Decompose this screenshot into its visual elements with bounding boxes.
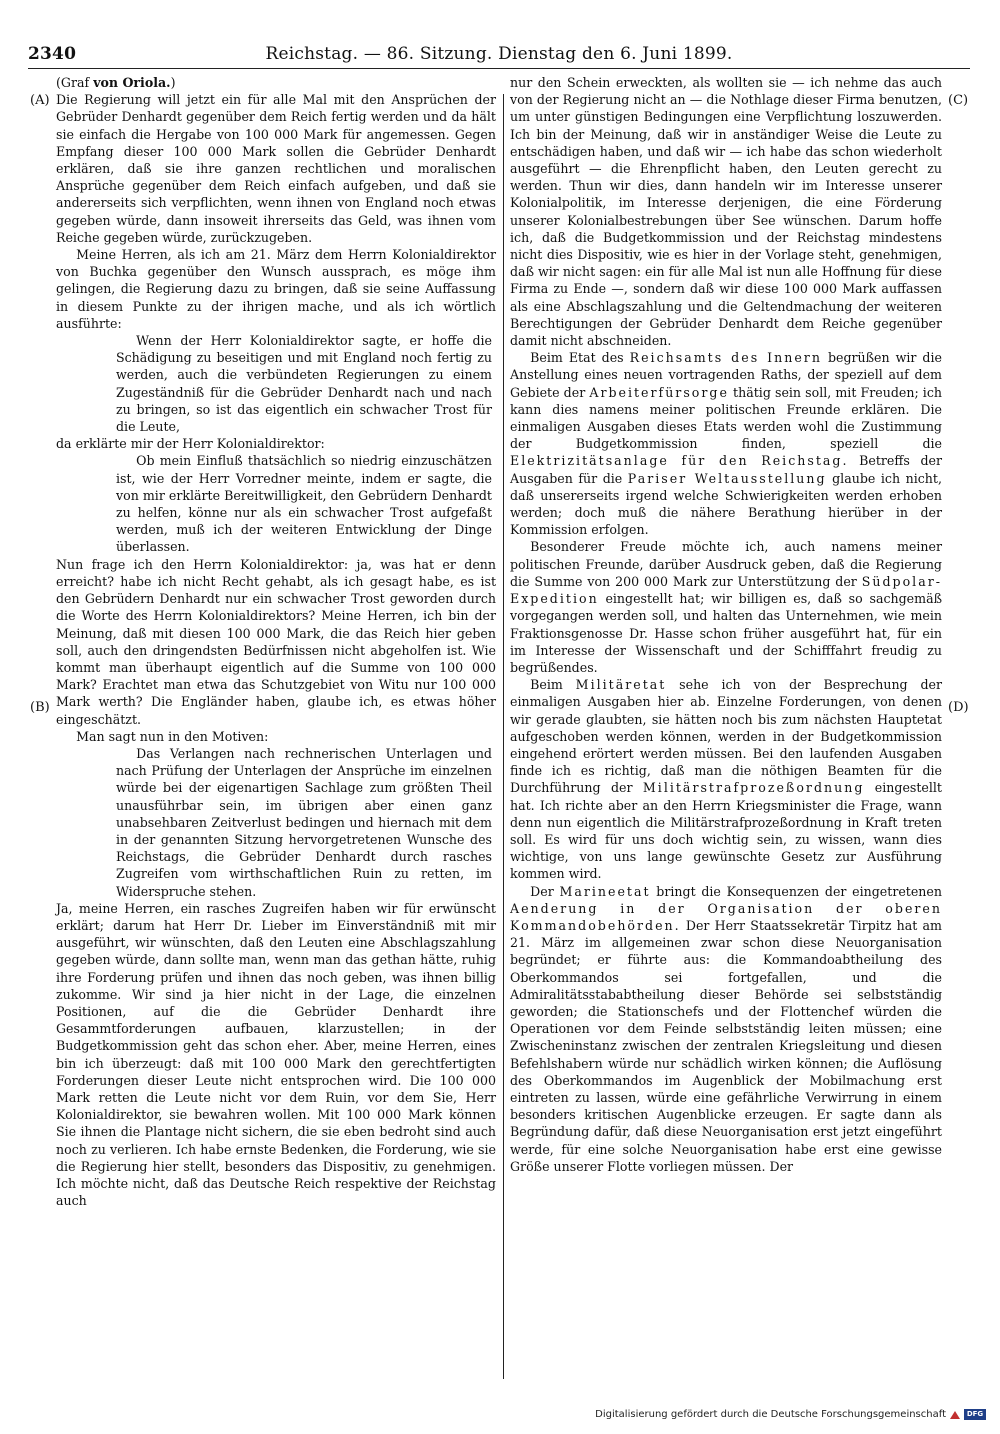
text-run: Beim: [530, 677, 563, 693]
text-run: Betreffs der Ausgaben für die: [510, 453, 942, 486]
speaker-prefix: (Graf: [56, 75, 90, 90]
left-column: [56, 74, 496, 1209]
paragraph: Die Regierung will jetzt ein für alle Mal mit den Ansprüchen der Gebrüder Denhardt gegenüber dem Reich fertig werden und da hält sie einfach die Hergabe von 100 000 Mark für angemessen. Gegen Empfang dieser 100 000 Mark sollen die Gebrüder Denhardt erklären, daß sie ihre ganzen rechtlichen und moralischen Ansprüche gegenüber dem Reich einfach aufgeben, und daß sie andererseits sich verpflichten, wenn ihnen von England noch etwas gegeben würde, dann insoweit ihrerseits das Geld, was ihnen vom Reiche gegeben würde, zurückzugeben.: [56, 92, 496, 245]
spaced-term: Reichsamts des Innern: [629, 350, 822, 366]
quotation: Wenn der Herr Kolonialdirektor sagte, er hoffe die Schädigung zu beseitigen und mit England noch fertig zu werden, auch die verbündeten Regierungen zu einem Zugeständniß für die Gebrüder Denhardt nach und nach zu bringen, so ist das eigentlich ein schwacher Trost für die Leute,: [116, 333, 492, 435]
paragraph: da erklärte mir der Herr Kolonialdirektor:: [56, 436, 325, 452]
text-run: glaube ich nicht, daß unsererseits irgend welche Schwierigkeiten werden erhoben werden; doch muß die nähere Berathung hierüber in der Kommission erfolgen.: [510, 470, 942, 538]
margin-marker-c: (C): [948, 93, 969, 108]
text-run: eingestellt hat. Ich richte aber an den Herrn Kriegsminister die Frage, wann denn nun eigentlich die Militärstrafprozeßordnung in Kraft treten soll. Es wird für uns doch wichtig sein, zu wissen, wann dies wichtige, von uns lange gewünschte Gesetz zur Ausführung kommen wird.: [510, 780, 942, 882]
text-run: begrüßen wir die Anstellung eines neuen vortragenden Raths, der speziell auf dem Gebiete der: [510, 350, 942, 400]
paragraph: [510, 349, 942, 538]
spaced-term: Marineetat: [559, 883, 651, 899]
spaced-term: Militärstrafprozeßordnung: [642, 780, 865, 796]
spaced-term: Elektrizitätsanlage für den Reichstag.: [510, 453, 849, 469]
text-run: Beim Etat des: [530, 350, 624, 366]
spaced-term: Militäretat: [575, 677, 667, 693]
paragraph: [510, 676, 942, 882]
spaced-term: Arbeiterfürsorge: [589, 384, 729, 400]
speaker-name: von Oriola.: [93, 75, 171, 90]
paragraph: [510, 538, 942, 676]
page-header: [28, 40, 970, 68]
margin-marker-a: (A): [30, 93, 50, 108]
text-run: eingestellt hat; wir billigen es, daß so sachgemäß vorgegangen werden soll, und halten das Unternehmen, wie mein Fraktionsgenosse Dr. Hasse schon früher ausgeführt hat, für ein im Interesse der Wissenschaft und der Schifffahrt freudig zu begrüßendes.: [510, 591, 942, 675]
margin-marker-b: (B): [30, 700, 50, 715]
paragraph: Nun frage ich den Herrn Kolonialdirektor: ja, was hat er denn erreicht? habe ich nicht Recht gehabt, als ich gesagt habe, es ist den Gebrüdern Denhardt nur ein schwacher Trost geworden durch die Worte des Herrn Kolonialdirektors? Meine Herren, ich bin der Meinung, daß mit diesen 100 000 Mark, die das Reich hier geben soll, auch den dringendsten Bedürfnissen nicht abgeholfen ist. Wie kommt man überhaupt eigentlich auf die Summe von 100 000 Mark? Erachtet man etwa das Schutzgebiet von Witu nur 100 000 Mark werth? Die Engländer haben, glaube ich, es etwas höher eingeschätzt.: [56, 556, 496, 727]
paragraph: Man sagt nun in den Motiven:: [76, 728, 269, 744]
running-title: Reichstag. — 86. Sitzung. Dienstag den 6. Juni 1899.: [265, 44, 733, 64]
column-divider: [503, 94, 504, 1379]
paragraph: nur den Schein erweckten, als wollten sie — ich nehme das auch von der Regierung nicht an — die Nothlage dieser Firma benutzen, um unter günstigen Bedingungen eine Verpflichtung loszuwerden. Ich bin der Meinung, daß wir in anständiger Weise die Leute zu entschädigen haben, und daß wir — ich habe das schon wiederholt ausgeführt — die Ehrenpflicht haben, den Leuten gerecht zu werden. Thun wir dies, dann handeln wir im Interesse unserer Kolonialpolitik, im Interesse derjenigen, die eine Förderung unserer Kolonialbestrebungen über See wünschen. Darum hoffe ich, daß die Budgetkommission und der Reichstag mindestens nicht dies Dispositiv, wie es hier in der Vorlage steht, genehmigen, daß wir nicht sagen: ein für alle Mal ist nun alle Hoffnung für diese Firma zu Ende —, sondern daß wir diese 100 000 Mark auffassen als eine Abschlagszahlung und die Geltendmachung der weiteren Berechtigungen der Gebrüder Denhardt dem Reiche gegenüber damit nicht abschneiden.: [510, 75, 942, 349]
paragraph: Ja, meine Herren, ein rasches Zugreifen haben wir für erwünscht erklärt; darum hat Herr Dr. Lieber im Einverständniß mit mir ausgeführt, wir wünschten, daß den Leuten eine Abschlagszahlung gegeben würde, dann sollte man, wenn man das gethan hätte, ruhig ihre Forderung prüfen und ihnen das noch geben, was ihnen billig zukomme. Wir sind ja hier nicht in der Lage, die einzelnen Positionen, auf die die Gebrüder Denhardt ihre Gesammtforderungen aufbauen, klarzustellen; in der Budgetkommission geht das schon eher. Aber, meine Herren, eines bin ich überzeugt: daß mit 100 000 Mark den gerechtfertigten Forderungen dieser Leute nicht entsprochen wird. Die 100 000 Mark retten die Leute nicht vor dem Ruin, vor dem Sie, Herr Kolonialdirektor, sie bewahren wollen. Mit 100 000 Mark können Sie ihnen die Plantage nicht sichern, die sie eben bedroht sind auch noch zu verlieren. Ich habe ernste Bedenken, die Forderung, wie sie die Regierung hier stellt, besonders das Dispositiv, zu genehmigen. Ich möchte nicht, daß das Deutsche Reich respektive der Reichstag auch: [56, 900, 496, 1209]
spaced-term: Aenderung in der Organisation der oberen Kommandobehörden.: [510, 900, 942, 933]
quotation: Ob mein Einfluß thatsächlich so niedrig einzuschätzen ist, wie der Herr Vorredner meinte, indem er sagte, die von mir erklärte Bereitwilligkeit, den Gebrüdern Denhardt zu helfen, könne nur als ein schwacher Trost aufgefaßt werden, muß ich der weiteren Entwicklung der Dinge überlassen.: [116, 453, 492, 555]
text-run: bringt die Konsequenzen der eingetretenen: [656, 883, 942, 899]
text-run: thätig sein soll, mit Freuden; ich kann dies namens meiner politischen Freunde erklären. Die einmaligen Ausgaben dieses Etats werden wohl die Zustimmung der Budgetkommission finden, speziell die: [510, 384, 943, 452]
speaker-line: [56, 74, 496, 91]
right-column: [510, 74, 942, 1175]
digitization-footer: [595, 1409, 986, 1420]
text-run: Der Herr Staatssekretär Tirpitz hat am 21. März im allgemeinen zwar schon diese Neuorganisation begründet; er führte aus: die Kommandoabtheilung des Oberkommandos sei fortgefallen, und die Admiralitätsstababtheilung dieser Behörde sei selbstständig geworden; die Stationschefs und der Flottenchef würden die Operationen vor dem Feinde selbstständig leiten müssen; eine Zwischeninstanz zwischen der zentralen Kriegsleitung und diesen Befehlshabern würde nur schädlich wirken können; die Auflösung des Oberkommandos im Augenblick der Mobilmachung erst eintreten zu lassen, würde eine gefährliche Verwirrung in einem besonders kritischen Augenblicke erzeugen. Er sagte dann als Begründung dafür, daß diese Neuorganisation erst jetzt eingeführt werde, für eine solche Neuorganisation habe erst eine gewisse Größe unserer Flotte vorliegen müssen. Der: [510, 917, 942, 1174]
margin-marker-d: (D): [948, 700, 969, 715]
dfg-logo: DFG: [964, 1409, 986, 1420]
speaker-suffix: ): [170, 75, 176, 90]
dfg-triangle-icon: [950, 1411, 960, 1419]
header-rule: [28, 68, 970, 69]
footer-credit: Digitalisierung gefördert durch die Deutsche Forschungsgemeinschaft: [595, 1409, 946, 1420]
page-number: 2340: [28, 44, 77, 64]
paragraph: [510, 883, 942, 1175]
text-run: sehe ich von der Besprechung der einmaligen Ausgaben hier ab. Einzelne Forderungen, von denen wir gerade glaubten, sie hätten noch bis zum nächsten Hauptetat aufgeschoben werden können, werden in der Budgetkommission eingehend erörtert werden müssen. Bei den laufenden Ausgaben finde ich es richtig, daß man die nöthigen Beamten für die Durchführung der: [510, 677, 942, 796]
quotation: Das Verlangen nach rechnerischen Unterlagen und nach Prüfung der Unterlagen der Ansprüche im einzelnen würde bei der eigenartigen Sachlage zum größten Theil unausführbar sein, im übrigen aber einen ganz unabsehbaren Zeitverlust bedingen und hiernach mit dem in der genannten Sitzung hervorgetretenen Wunsche des Reichstags, die Gebrüder Denhardt durch rasches Zugreifen vom wirthschaftlichen Ruin zu retten, im Widerspruche stehen.: [116, 745, 492, 899]
paragraph: Meine Herren, als ich am 21. März dem Herrn Kolonialdirektor von Buchka gegenüber den Wunsch aussprach, es möge ihm gelingen, die Regierung dazu zu bringen, daß sie seine Auffassung in diesem Punkte zu der ihrigen mache, und als ich wörtlich ausführte:: [56, 247, 496, 331]
spaced-term: Südpolar-Expedition: [510, 573, 942, 607]
text-run: Besonderer Freude möchte ich, auch namens meiner politischen Freunde, darüber Ausdruck geben, daß die Regierung die Summe von 200 000 Mark zur Unterstützung der: [510, 539, 942, 589]
text-run: Der: [530, 883, 554, 899]
spaced-term: Pariser Weltausstellung: [627, 470, 827, 486]
